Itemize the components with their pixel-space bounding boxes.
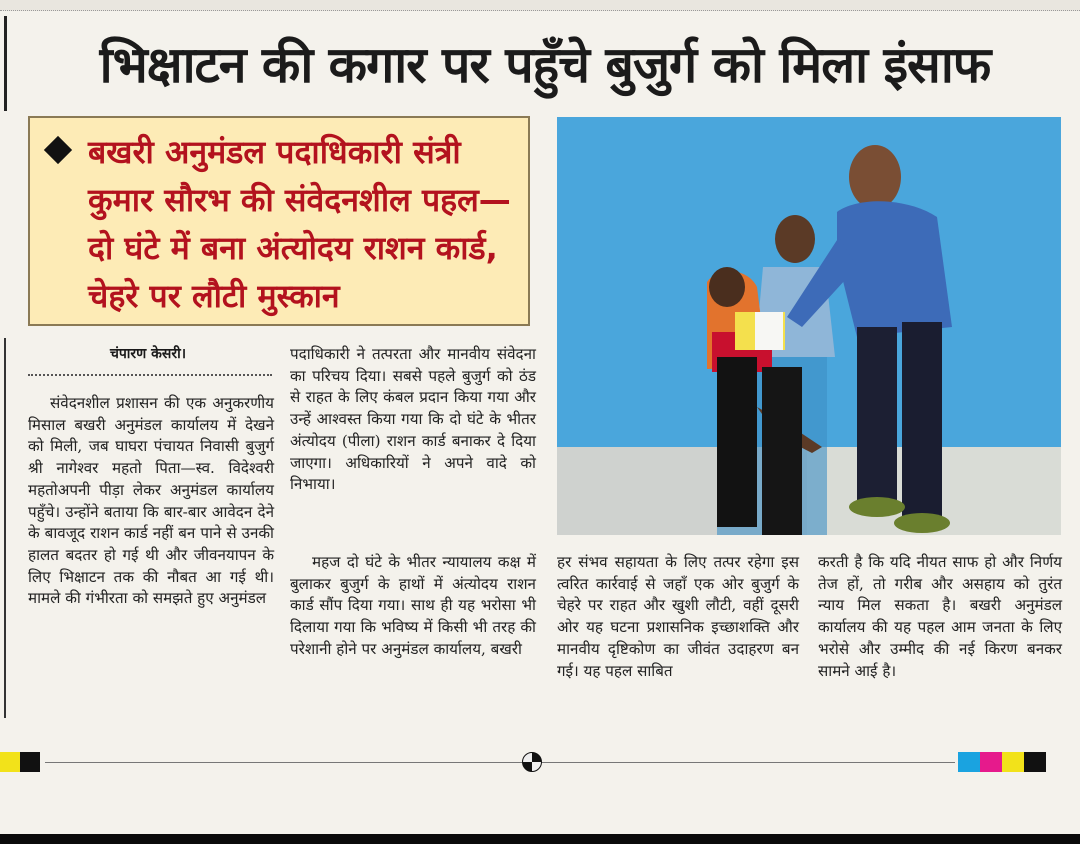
article-column-2-top: पदाधिकारी ने तत्परता और मानवीय संवेदना का परिचय दिया। सबसे पहले बुजुर्ग को ठंड से राहत के लिए कंबल प्रदान किया गया और उन्हें आश्वस्त किया गया कि दो घंटे के भीतर अंत्योदय (पीला) राशन कार्ड बनाकर दे दिया जाएगा। अधिकारियों ने अपने वादे को निभाया। [290, 345, 536, 494]
article-column-1: संवेदनशील प्रशासन की एक अनुकरणीय मिसाल बखरी अनुमंडल कार्यालय में देखने को मिली, जब घाघरा पंचायत निवासी बुजुर्ग श्री नागेश्वर महतो पिता—स्व. विदेश्वरी महतोअपनी पीड़ा लेकर अनुमंडल कार्यालय पहुँचे। उन्होंने बताया कि बार-बार आवेदन देने के बावजूद राशन कार्ड नहीं बन पाने से उनकी हालत बदतर हो गई थी और जीवनयापन के लिए भिक्षाटन तक की नौबत आ गई थी। मामले की गंभीरता को समझते हुए अनुमंडल [28, 394, 274, 608]
previous-article-strip [0, 0, 1080, 11]
left-column-rule [4, 16, 7, 111]
color-swatch [980, 752, 1002, 772]
color-swatch [1002, 752, 1024, 772]
print-register-line [45, 762, 955, 763]
news-photo-illustration [557, 117, 1061, 535]
color-swatch [20, 752, 40, 772]
article-column-3: हर संभव सहायता के लिए तत्पर रहेगा इस त्वरित कार्रवाई से जहाँ एक ओर बुजुर्ग के चेहरे पर राहत और खुशी लौटी, वहीं दूसरी ओर यह घटना प्रशासनिक इच्छाशक्ति और मानवीय दृष्टिकोण का जीवंत उदाहरण बन गई। यह पहल साबित [557, 553, 799, 680]
screen-bottom-bar [0, 834, 1080, 844]
deck-box [28, 116, 530, 326]
byline-dotted-rule [28, 374, 272, 376]
color-swatch [958, 752, 980, 772]
page-left-rule [4, 338, 6, 718]
diamond-bullet-icon [44, 136, 72, 164]
color-swatch [1024, 752, 1046, 772]
article-column-4: करती है कि यदि नीयत साफ हो और निर्णय तेज हों, तो गरीब और असहाय को तुरंत न्याय मिल सकता है। बखरी अनुमंडल कार्यालय की यह पहल आम जनता के लिए भरोसे और उम्मीद की नई किरण बनकर सामने आई है। [818, 553, 1062, 680]
headline: भिक्षाटन की कगार पर पहुँचे बुजुर्ग को मिला इंसाफ [99, 36, 991, 94]
article-column-2-bottom: महज दो घंटे के भीतर न्यायालय कक्ष में बुलाकर बुजुर्ग के हाथों में अंत्योदय राशन कार्ड सौंप दिया गया। साथ ही यह भरोसा भी दिलाया गया कि भविष्य में किसी भी तरह की परेशानी होने पर अनुमंडल कार्यालय, बखरी [290, 553, 536, 658]
registration-mark-icon [522, 752, 542, 772]
news-photo [557, 117, 1061, 535]
byline: चंपारण केसरी। [109, 346, 187, 362]
deck-text: बखरी अनुमंडल पदाधिकारी संत्री कुमार सौरभ की संवेदनशील पहल—दो घंटे में बना अंत्योदय राशन कार्ड, चेहरे पर लौटी मुस्कान [88, 133, 511, 315]
color-swatch [0, 752, 20, 772]
